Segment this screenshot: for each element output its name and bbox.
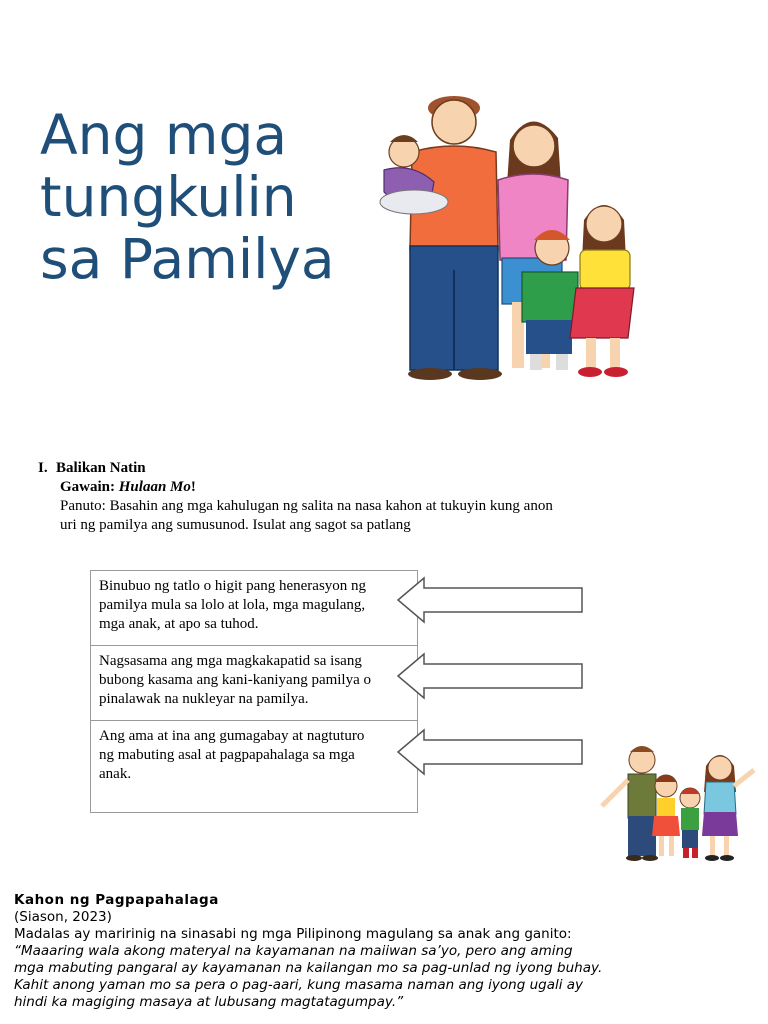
definition-line: Ang ama at ina ang gumagabay at nagtuturo bbox=[99, 728, 365, 744]
section-heading-text: Balikan Natin bbox=[56, 460, 146, 476]
definition-line: pamilya mula sa lolo at lola, mga magulang, bbox=[99, 597, 366, 613]
panuto-line: Panuto: Basahin ang mga kahulugan ng salita na nasa kahon at tukuyin kung anon bbox=[60, 498, 553, 514]
left-arrow-icon bbox=[396, 576, 586, 624]
definition-line: bubong kasama ang kani-kaniyang pamilya o bbox=[99, 672, 372, 688]
gawain-line bbox=[38, 478, 618, 497]
title-line: tungkulin bbox=[40, 165, 297, 229]
definition-line: Binubuo ng tatlo o higit pang henerasyon ng bbox=[99, 578, 367, 594]
definition-boxes bbox=[90, 570, 418, 813]
balikan-section bbox=[38, 459, 618, 535]
kahon-title: Kahon ng Pagpapahalaga bbox=[14, 892, 219, 908]
small-family-illustration bbox=[594, 740, 758, 864]
kahon-intro: Madalas ay maririnig na sinasabi ng mga Pilipinong magulang sa anak ang ganito: bbox=[14, 926, 572, 942]
kahon-source: (Siason, 2023) bbox=[14, 909, 112, 925]
section-heading bbox=[38, 459, 618, 478]
quote-line: Kahit anong yaman mo sa pera o pag-aari, kung masama naman ang iyong ugali ay bbox=[14, 977, 584, 993]
quote-line: “Maaaring wala akong materyal na kayamanan na maiiwan sa’yo, pero ang aming bbox=[14, 943, 573, 959]
definition-line: mga anak, at apo sa tuhod. bbox=[99, 616, 259, 632]
left-arrow-icon bbox=[396, 728, 586, 776]
definition-box bbox=[91, 721, 417, 812]
definition-line: ng mabuting asal at pagpapahalaga sa mga bbox=[99, 747, 355, 763]
definition-box bbox=[91, 646, 417, 721]
definition-box bbox=[91, 571, 417, 646]
panuto-line: uri ng pamilya ang sumusunod. Isulat ang sagot sa patlang bbox=[60, 517, 411, 533]
family-illustration bbox=[372, 80, 638, 382]
kahon-ng-pagpapahalaga bbox=[14, 892, 730, 1011]
title-line: sa Pamilya bbox=[40, 227, 335, 291]
definition-line: anak. bbox=[99, 766, 132, 782]
definition-line: pinalawak na nukleyar na pamilya. bbox=[99, 691, 309, 707]
definition-line: Nagsasama ang mga magkakapatid sa isang bbox=[99, 653, 362, 669]
section-number: I. bbox=[38, 460, 48, 476]
page-title bbox=[40, 104, 335, 290]
left-arrow-icon bbox=[396, 652, 586, 700]
quote-line: hindi ka magiging masaya at lubusang magtatagumpay.” bbox=[14, 994, 404, 1010]
gawain-italic: Hulaan Mo bbox=[118, 479, 191, 495]
quote-line: mga mabuting pangaral ay kayamanan na kailangan mo sa pag-unlad ng iyong buhay. bbox=[14, 960, 603, 976]
title-line: Ang mga bbox=[40, 103, 288, 167]
gawain-label: Gawain: bbox=[60, 479, 119, 495]
gawain-end: ! bbox=[190, 479, 196, 495]
